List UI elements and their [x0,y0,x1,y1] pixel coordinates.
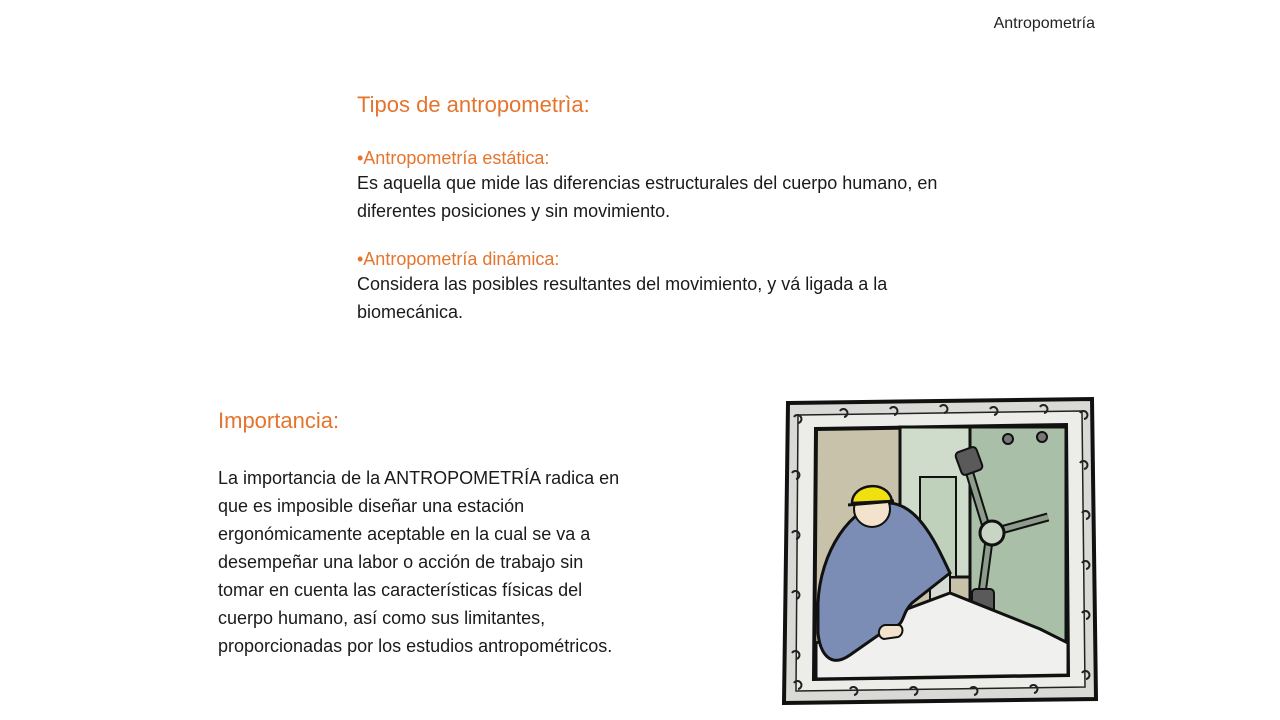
slide-header-title: Antropometría [993,15,1095,32]
dynamic-anthropometry-label: •Antropometría dinámica: [357,249,560,269]
static-anthropometry-description-line2: diferentes posiciones y sin movimiento. [357,201,671,221]
importance-line: cuerpo humano, así como sus limitantes, [218,608,546,628]
importance-line: La importancia de la ANTROPOMETRÍA radica en [218,468,620,488]
types-section [357,92,1087,326]
dynamic-anthropometry-description-line2: biomecánica. [357,302,464,322]
types-heading: Tipos de antropometrìa: [357,92,590,117]
worker-drill-press-icon [780,393,1098,705]
dynamic-anthropometry-description-line1: Considera las posibles resultantes del movimiento, y vá ligada a la [357,274,888,294]
importance-line: proporcionadas por los estudios antropométricos. [218,636,613,656]
importance-line: tomar en cuenta las características físicas del [218,580,583,600]
importance-line: desempeñar una labor o acción de trabajo sin [218,552,584,572]
importance-line: ergonómicamente aceptable en la cual se va a [218,524,591,544]
importance-section [218,408,738,660]
static-anthropometry-label: •Antropometría estática: [357,148,550,168]
static-anthropometry-description-line1: Es aquella que mide las diferencias estructurales del cuerpo humano, en [357,173,938,193]
importance-line: que es imposible diseñar una estación [218,496,525,516]
importance-heading: Importancia: [218,408,340,433]
